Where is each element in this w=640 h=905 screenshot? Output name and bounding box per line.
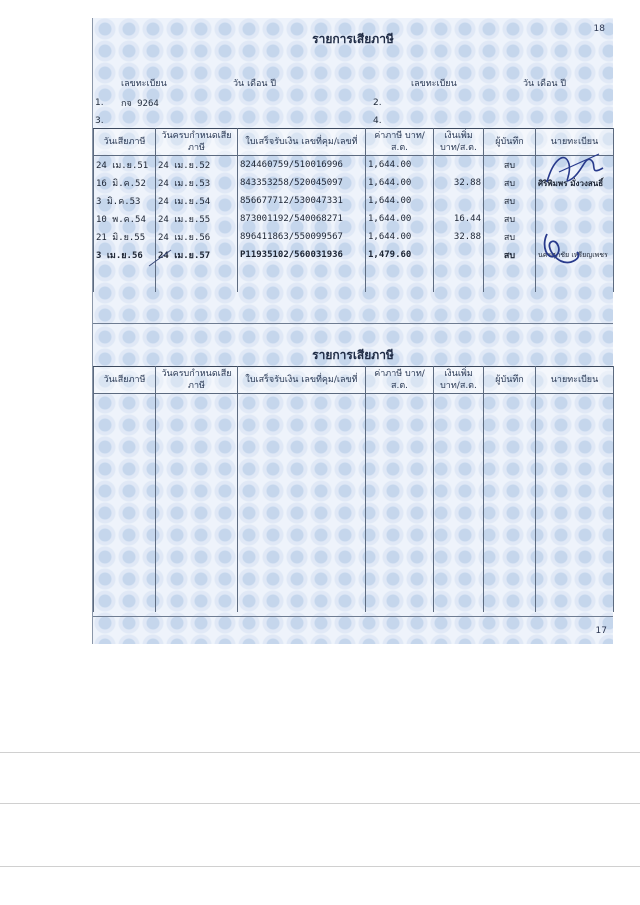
col-due-date: วันครบกำหนดเสียภาษี [156,129,238,156]
table-row [94,228,614,246]
tax-amount: 1,644.00 [366,174,434,192]
reg-header-left: เลขทะเบียน [121,79,167,89]
col-surcharge: เงินเพิ่ม บาท/ส.ต. [434,129,484,156]
page-number: 17 [595,626,607,636]
table-body-empty [94,394,614,613]
col-recorder: ผู้บันทึก [484,129,536,156]
col-paid-date: วันเสียภาษี [94,129,156,156]
table-row [94,156,614,175]
col-tax: ค่าภาษี บาท/ส.ต. [366,367,434,394]
recorder: สบ [484,210,536,228]
recorder: สบ [484,246,536,264]
paid-date: 3 มิ.ค.53 [94,192,156,210]
reg-header-right: เลขทะเบียน [411,79,457,89]
surcharge-amount: 32.88 [434,228,484,246]
tax-amount: 1,644.00 [366,228,434,246]
receipt-number: P11935102/560031936 [238,246,366,264]
surcharge-amount [434,192,484,210]
table-header [94,129,614,156]
receipt-number: 856677712/530047331 [238,192,366,210]
section-title: รายการเสียภาษี [312,32,394,46]
due-date: 24 เม.ย.52 [156,156,238,175]
col-recorder: ผู้บันทึก [484,367,536,394]
tax-amount: 1,644.00 [366,156,434,175]
registration-3-label: 3. [95,116,104,126]
col-receipt: ใบเสร็จรับเงิน เลขที่คุม/เลขที่ [238,367,366,394]
pen-mark [145,246,175,270]
registrar: ศิริพิมพร มั่งวงสนธิ์ [536,174,614,192]
due-date: 24 เม.ย.53 [156,174,238,192]
due-date: 24 เม.ย.57 [156,246,238,264]
due-date: 24 เม.ย.56 [156,228,238,246]
registration-2-label: 2. [373,98,382,108]
date-header-right: วัน เดือน ปี [523,79,567,89]
receipt-number: 873001192/540068271 [238,210,366,228]
surcharge-amount: 16.44 [434,210,484,228]
recorder: สบ [484,192,536,210]
table-row [94,210,614,228]
tax-record-page-bottom [93,340,613,644]
surcharge-amount: 32.88 [434,174,484,192]
paid-date: 3 เม.ย.56 [94,246,156,264]
col-surcharge: เงินเพิ่ม บาท/ส.ต. [434,367,484,394]
surcharge-amount [434,246,484,264]
recorder: สบ [484,174,536,192]
registrar-signature-2 [537,226,585,270]
receipt-number: 896411863/550099567 [238,228,366,246]
recorder: สบ [484,156,536,175]
registration-1-label: 1. [95,98,104,108]
page-number: 18 [593,24,605,34]
registrar: นครศุภชัย เหรียญเพชร [536,246,614,264]
page-bottom-rule [93,616,613,617]
col-receipt: ใบเสร็จรับเงิน เลขที่คุม/เลขที่ [238,129,366,156]
surcharge-amount [434,156,484,175]
tax-record-page-top [93,18,613,324]
tax-amount: 1,644.00 [366,192,434,210]
section-title: รายการเสียภาษี [312,348,394,362]
col-registrar: นายทะเบียน [536,367,614,394]
due-date: 24 เม.ย.55 [156,210,238,228]
table-row [94,174,614,192]
passbook-page [92,18,613,644]
due-date: 24 เม.ย.54 [156,192,238,210]
col-paid-date: วันเสียภาษี [94,367,156,394]
tax-amount: 1,479.60 [366,246,434,264]
tax-amount: 1,644.00 [366,210,434,228]
registrar-signature-1 [539,142,611,198]
date-header-left: วัน เดือน ปี [233,79,277,89]
table-header [94,367,614,394]
paid-date: 24 เม.ย.51 [94,156,156,175]
receipt-number: 843353258/520045097 [238,174,366,192]
paid-date: 10 พ.ค.54 [94,210,156,228]
registration-1-value: กจ 9264 [121,99,159,109]
tax-payment-table-empty [93,366,614,612]
paid-date: 16 มิ.ค.52 [94,174,156,192]
col-due-date: วันครบกำหนดเสียภาษี [156,367,238,394]
registration-4-label: 4. [373,116,382,126]
col-tax: ค่าภาษี บาท/ส.ต. [366,129,434,156]
table-row [94,192,614,210]
col-registrar: นายทะเบียน [536,129,614,156]
recorder: สบ [484,228,536,246]
receipt-number: 824460759/510016996 [238,156,366,175]
paid-date: 21 มิ.ย.55 [94,228,156,246]
